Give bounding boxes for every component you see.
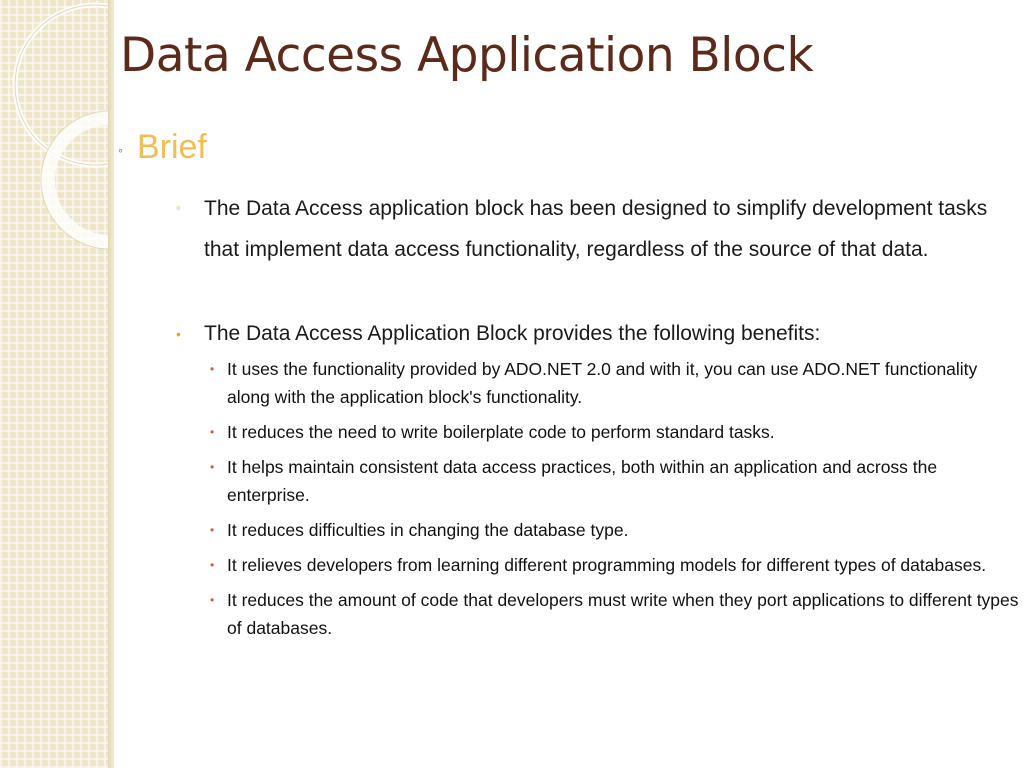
list-item (210, 355, 1022, 411)
dot-bullet-icon: • (210, 523, 215, 537)
paragraph-bullet (176, 188, 1016, 270)
benefit-text: It helps maintain consistent data access practices, both within an application and across the enterprise. (227, 457, 938, 505)
benefit-text: It uses the functionality provided by ADO.NET 2.0 and with it, you can use ADO.NET functionality along with the application block's functionality. (227, 359, 978, 407)
decorative-circles (0, 0, 112, 260)
dot-bullet-icon: • (210, 558, 215, 572)
list-item (210, 551, 1022, 579)
dot-bullet-icon: • (210, 593, 215, 607)
strip-edge (108, 0, 114, 768)
heading-bullet (118, 128, 207, 167)
benefits-intro: The Data Access Application Block provides the following benefits: (204, 322, 821, 345)
decorative-side-strip (0, 0, 112, 768)
list-item (210, 586, 1022, 642)
dot-bullet-icon: • (176, 326, 181, 342)
benefit-text: It relieves developers from learning different programming models for different types of databases. (227, 555, 987, 575)
dot-bullet-icon: • (210, 425, 215, 439)
description-paragraph: The Data Access application block has been designed to simplify development tasks that implement data access functionality, regardless of the source of that data. (204, 197, 988, 261)
small-ring-bullet-icon: ◦ (176, 200, 181, 215)
list-item (210, 516, 1022, 544)
section-heading: Brief (136, 128, 207, 166)
benefits-intro-bullet (176, 313, 1016, 354)
list-item (210, 418, 1022, 446)
slide-title: Data Access Application Block (120, 28, 814, 83)
benefits-list (210, 355, 1022, 649)
dot-bullet-icon: • (210, 460, 215, 474)
benefit-text: It reduces difficulties in changing the database type. (227, 520, 629, 540)
list-item (210, 453, 1022, 509)
benefit-text: It reduces the need to write boilerplate code to perform standard tasks. (227, 422, 775, 442)
benefit-text: It reduces the amount of code that developers must write when they port applications to different types of databases. (227, 590, 1019, 638)
ring-bullet-icon: ◦ (118, 141, 123, 158)
dot-bullet-icon: • (210, 362, 215, 376)
